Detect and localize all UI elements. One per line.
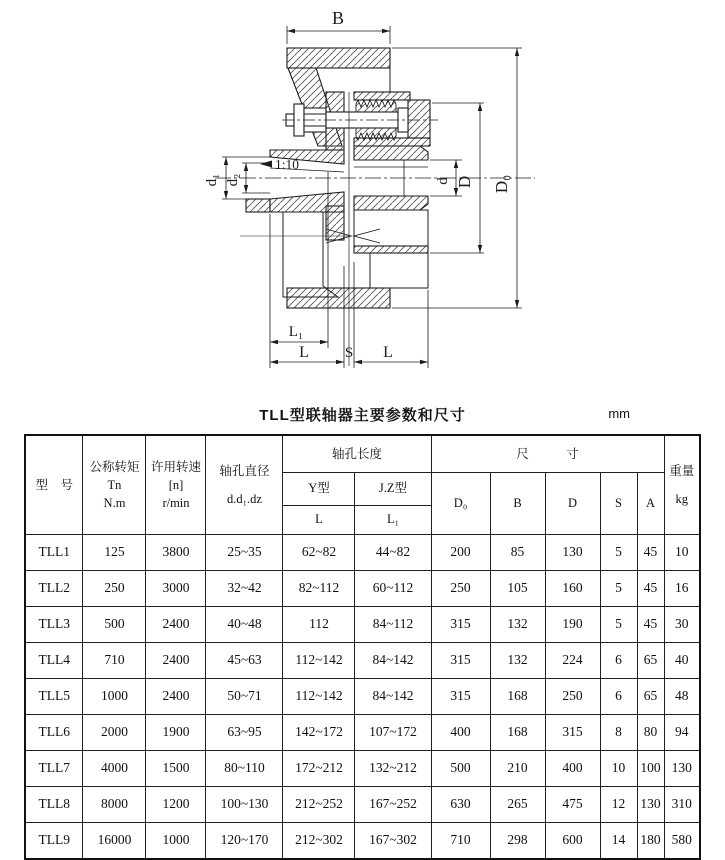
cell: 2000 (83, 714, 146, 750)
col-header-bore-length: 轴孔长度 (283, 435, 431, 472)
cell: 210 (490, 750, 545, 786)
cell: 62~82 (283, 534, 355, 570)
weight-line1: 重量 (669, 463, 695, 478)
cell: 8 (600, 714, 637, 750)
cell: 8000 (83, 786, 146, 822)
cell: 100~130 (206, 786, 283, 822)
label-L-right: L (383, 344, 393, 361)
elastic-sleeve-top (356, 100, 396, 112)
cell: TLL3 (25, 606, 83, 642)
cell: TLL6 (25, 714, 83, 750)
cell: 40~48 (206, 606, 283, 642)
col-header-S: S (600, 472, 637, 534)
cell: TLL2 (25, 570, 83, 606)
cell: 82~112 (283, 570, 355, 606)
col-header-B: B (490, 472, 545, 534)
table-row (25, 750, 700, 786)
cell: 315 (545, 714, 600, 750)
cell: 1200 (146, 786, 206, 822)
cell: 630 (431, 786, 490, 822)
cell: 310 (664, 786, 700, 822)
torque-line1: 公称转矩 (89, 459, 140, 474)
cell: 265 (490, 786, 545, 822)
cell: 112 (283, 606, 355, 642)
bore-dia-line1: 轴孔直径 (219, 463, 270, 478)
col-header-L1: L₁ (355, 505, 431, 534)
cell: 107~172 (355, 714, 431, 750)
speed-line2: [n] (168, 477, 184, 492)
cell: 60~112 (355, 570, 431, 606)
sleeve-housing-cap (408, 100, 430, 138)
table-row (25, 786, 700, 822)
label-S: S (344, 345, 354, 361)
col-header-speed (146, 435, 206, 534)
cell: 400 (431, 714, 490, 750)
cell: 130 (637, 786, 664, 822)
col-header-D0: D₀ (431, 472, 490, 534)
sleeve-housing-bottom (354, 138, 430, 146)
cell: 14 (600, 822, 637, 859)
cell: 710 (83, 642, 146, 678)
cell: 44~82 (355, 534, 431, 570)
cell: 2400 (146, 678, 206, 714)
cell: 12 (600, 786, 637, 822)
cell: 16 (664, 570, 700, 606)
weight-line2: kg (675, 491, 688, 506)
cell: 142~172 (283, 714, 355, 750)
cell: 315 (431, 642, 490, 678)
cell: 172~212 (283, 750, 355, 786)
cell: 190 (545, 606, 600, 642)
lower-pin-cone-right (354, 229, 380, 243)
bore-dia-line2: d.d₁.dz (227, 491, 262, 506)
cell: 250 (545, 678, 600, 714)
cell: 84~112 (355, 606, 431, 642)
cell: 160 (545, 570, 600, 606)
cell: TLL4 (25, 642, 83, 678)
label-d1: d₁ (204, 173, 220, 187)
cell: 112~142 (283, 642, 355, 678)
cell: 315 (431, 606, 490, 642)
cell: 40 (664, 642, 700, 678)
taper-arrow (260, 161, 272, 168)
col-header-D: D (545, 472, 600, 534)
cell: 10 (664, 534, 700, 570)
cell: 45 (637, 606, 664, 642)
cell: 10 (600, 750, 637, 786)
right-lower-block (370, 253, 428, 288)
unit-label: mm (608, 406, 630, 421)
col-header-weight (664, 435, 700, 534)
cell: 168 (490, 714, 545, 750)
cell: 63~95 (206, 714, 283, 750)
cell: 2400 (146, 606, 206, 642)
cell: 3000 (146, 570, 206, 606)
cell: 125 (83, 534, 146, 570)
col-header-dimensions: 尺 寸 (431, 435, 664, 472)
cell: 45 (637, 570, 664, 606)
cell: 180 (637, 822, 664, 859)
cell: 1000 (83, 678, 146, 714)
cell: 16000 (83, 822, 146, 859)
cell: 298 (490, 822, 545, 859)
cell: 50~71 (206, 678, 283, 714)
cell: 94 (664, 714, 700, 750)
table-row (25, 678, 700, 714)
cell: 5 (600, 534, 637, 570)
label-taper: 1:10 (275, 157, 300, 172)
table-row (25, 714, 700, 750)
cell: 85 (490, 534, 545, 570)
cell: 4000 (83, 750, 146, 786)
cell: 112~142 (283, 678, 355, 714)
torque-line3: N.m (103, 495, 126, 510)
label-D0: D₀ (492, 174, 511, 194)
coupling-section-drawing (0, 0, 725, 398)
label-d2: d₂ (225, 173, 241, 187)
cell: 212~302 (283, 822, 355, 859)
cell: 25~35 (206, 534, 283, 570)
cell: 3800 (146, 534, 206, 570)
table-title: TLL型联轴器主要参数和尺寸 (259, 407, 466, 424)
cell: 45 (637, 534, 664, 570)
label-d: d (435, 177, 451, 185)
cell: TLL5 (25, 678, 83, 714)
table-body (25, 534, 700, 859)
wheel-top-rim (287, 48, 390, 68)
col-header-A: A (637, 472, 664, 534)
cell: 120~170 (206, 822, 283, 859)
parameters-table (24, 434, 701, 860)
cell: 1900 (146, 714, 206, 750)
col-header-model: 型 号 (25, 435, 83, 534)
cell: 5 (600, 606, 637, 642)
cell: 500 (83, 606, 146, 642)
cell: 475 (545, 786, 600, 822)
cell: 224 (545, 642, 600, 678)
table-title-row (25, 404, 700, 426)
label-L-left: L (299, 344, 309, 361)
cell: 48 (664, 678, 700, 714)
cell: TLL7 (25, 750, 83, 786)
table-row (25, 570, 700, 606)
cell: 1500 (146, 750, 206, 786)
speed-line3: r/min (162, 495, 190, 510)
cell: 168 (490, 678, 545, 714)
cell: 130 (664, 750, 700, 786)
label-L1: L₁ (288, 324, 304, 340)
col-header-torque (83, 435, 146, 534)
cell: 105 (490, 570, 545, 606)
col-header-L: L (283, 505, 355, 534)
table-row (25, 534, 700, 570)
cell: 1000 (146, 822, 206, 859)
cell: 5 (600, 570, 637, 606)
wheel-bottom-rim (287, 288, 390, 308)
label-B: B (331, 8, 345, 28)
table-row (25, 822, 700, 859)
cell: 600 (545, 822, 600, 859)
coupling-drawing-area (0, 0, 725, 398)
cell: 250 (431, 570, 490, 606)
cell: 400 (545, 750, 600, 786)
cell: 132 (490, 606, 545, 642)
cell: TLL8 (25, 786, 83, 822)
cell: TLL9 (25, 822, 83, 859)
cell: 130 (545, 534, 600, 570)
right-flange-lower-band (354, 246, 428, 253)
label-D: D (455, 175, 474, 189)
cell: 84~142 (355, 642, 431, 678)
cell: 167~252 (355, 786, 431, 822)
torque-line2: Tn (107, 477, 122, 492)
sleeve-housing-top (354, 92, 410, 100)
table-row (25, 606, 700, 642)
cell: 132~212 (355, 750, 431, 786)
cell: 32~42 (206, 570, 283, 606)
cell: 580 (664, 822, 700, 859)
cell: 30 (664, 606, 700, 642)
cell: 710 (431, 822, 490, 859)
col-header-jz-type: J.Z型 (355, 472, 431, 505)
cell: 84~142 (355, 678, 431, 714)
cell: 132 (490, 642, 545, 678)
col-header-y-type: Y型 (283, 472, 355, 505)
right-hub-lower (354, 196, 428, 210)
cell: 65 (637, 642, 664, 678)
cell: 200 (431, 534, 490, 570)
col-header-bore-dia (206, 435, 283, 534)
cell: 6 (600, 642, 637, 678)
cell: 315 (431, 678, 490, 714)
table-row (25, 642, 700, 678)
cell: 80 (637, 714, 664, 750)
cell: 212~252 (283, 786, 355, 822)
left-hub-foot (246, 199, 270, 212)
cell: 6 (600, 678, 637, 714)
cell: 65 (637, 678, 664, 714)
cell: 2400 (146, 642, 206, 678)
cell: TLL1 (25, 534, 83, 570)
cell: 250 (83, 570, 146, 606)
left-hub-lower (270, 192, 344, 212)
right-flange-lower-face (354, 210, 428, 246)
cell: 167~302 (355, 822, 431, 859)
cell: 45~63 (206, 642, 283, 678)
right-hub-upper (354, 146, 428, 160)
cell: 80~110 (206, 750, 283, 786)
speed-line1: 许用转速 (150, 459, 201, 474)
cell: 500 (431, 750, 490, 786)
cell: 100 (637, 750, 664, 786)
